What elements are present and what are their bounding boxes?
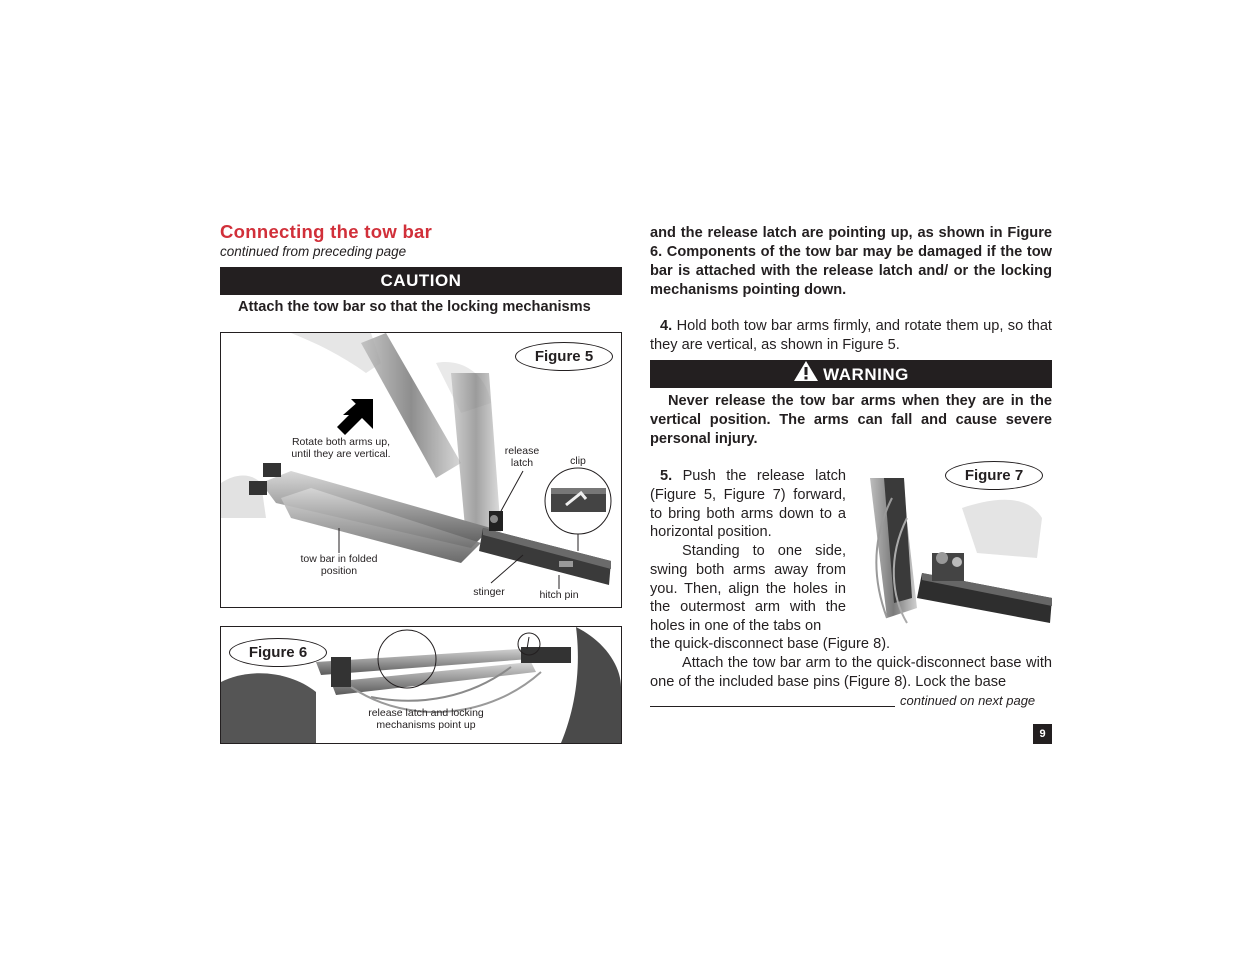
figure-5-label: Figure 5 bbox=[515, 342, 613, 371]
caution-text-continued: and the release latch are pointing up, as shown in Figure 6. Components of the tow bar may be damaged if the tow bar is attached with the release latch and/ or the locking mechanisms pointing down. bbox=[650, 225, 1052, 298]
callout-tow-bar: tow bar in folded position bbox=[300, 553, 378, 577]
step-5-number: 5. bbox=[660, 468, 673, 484]
callout-clip: clip bbox=[570, 455, 586, 467]
section-subtitle: continued from preceding page bbox=[220, 244, 407, 259]
figure-5-illustration bbox=[221, 333, 621, 607]
step-4-number: 4. bbox=[660, 318, 673, 334]
caution-text: Attach the tow bar so that the locking mechanisms bbox=[238, 299, 591, 315]
warning-label: WARNING bbox=[823, 364, 909, 384]
page-number: 9 bbox=[1033, 724, 1052, 744]
continued-next-page: continued on next page bbox=[900, 693, 1036, 708]
caution-banner: CAUTION bbox=[220, 267, 622, 295]
step-4 bbox=[650, 317, 1052, 355]
callout-release-latch: release latch bbox=[504, 445, 540, 469]
step-5 bbox=[650, 467, 846, 542]
warning-banner bbox=[650, 360, 1052, 388]
step-5-text: Push the release latch (Figure 5, Figure 7) forward, to bring both arms down to a horizontal position. bbox=[650, 468, 847, 541]
step-5-para3: Attach the tow bar arm to the quick-disconnect base with one of the included base pins (Figure 8). Lock the base bbox=[650, 655, 1052, 690]
callout-stinger: stinger bbox=[473, 586, 505, 598]
callout-hitch-pin: hitch pin bbox=[539, 589, 579, 601]
continued-rule bbox=[650, 706, 895, 707]
figure-6-label: Figure 6 bbox=[229, 638, 327, 667]
callout-release-latch-up: release latch and locking mechanisms point up bbox=[368, 707, 484, 731]
warning-triangle-icon bbox=[793, 360, 819, 391]
section-title: Connecting the tow bar bbox=[220, 221, 433, 242]
step-5-para2-end: the quick-disconnect base (Figure 8). bbox=[650, 636, 891, 652]
step-4-text: Hold both tow bar arms firmly, and rotate them up, so that they are vertical, as shown in Figure 5. bbox=[650, 318, 1052, 353]
callout-rotate: Rotate both arms up, until they are vertical. bbox=[291, 436, 391, 460]
warning-text: Never release the tow bar arms when they are in the vertical position. The arms can fall and cause severe personal injury. bbox=[650, 393, 1052, 447]
figure-7 bbox=[862, 458, 1054, 626]
figure-6 bbox=[220, 626, 622, 744]
figure-7-label: Figure 7 bbox=[945, 461, 1043, 490]
step-5-para2: Standing to one side, swing both arms away from you. Then, align the holes in the outermost arm with the holes in one of the tabs on bbox=[650, 543, 846, 635]
figure-5 bbox=[220, 332, 622, 608]
